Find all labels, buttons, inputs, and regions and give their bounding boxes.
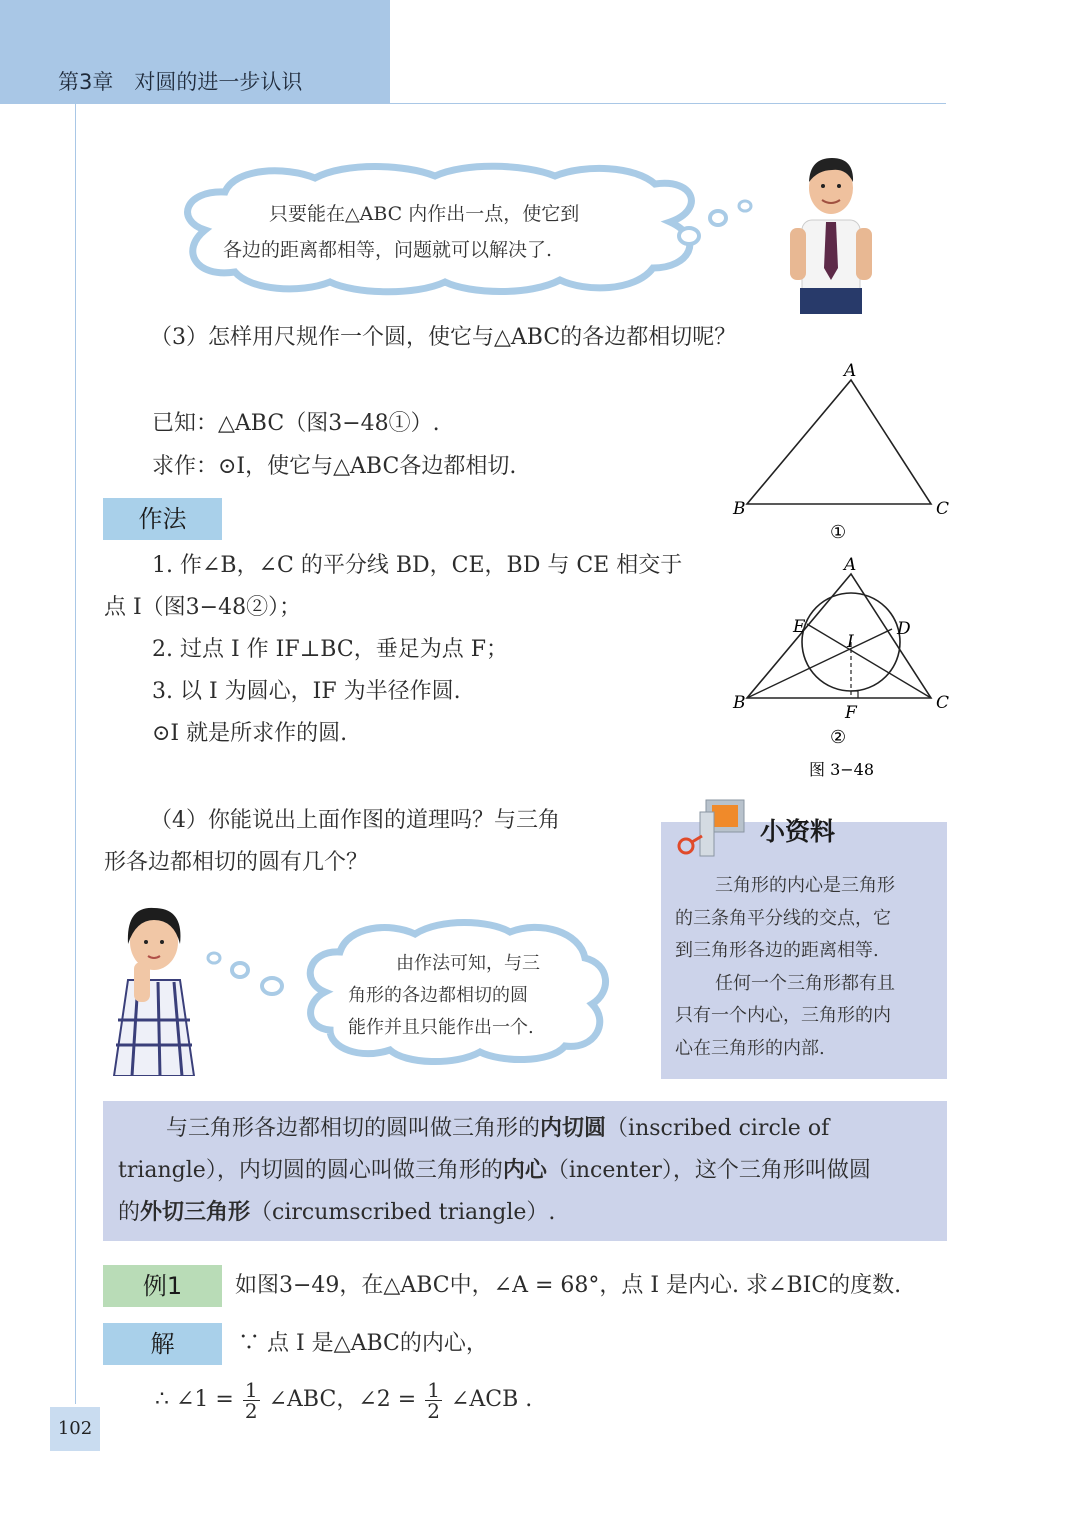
boy-illustration: [780, 148, 880, 318]
def-term-incircle: 内切圆: [540, 1116, 607, 1141]
solution-part-b: ∠ABC，∠2 =: [268, 1387, 417, 1412]
page-number: 102: [50, 1407, 100, 1451]
step-2: 2. 过点 I 作 IF⊥BC，垂足为点 F；: [152, 637, 508, 662]
fig2-label-a: A: [844, 555, 857, 575]
thought-girl-line-1: 由作法可知，与三: [396, 953, 540, 974]
thought-girl-line-2: 角形的各边都相切的圆: [348, 985, 528, 1006]
def-line3-pre: 的: [118, 1200, 141, 1225]
fig2-label-b: B: [733, 693, 746, 713]
question-3: （3）怎样用尺规作一个圆，使它与△ABC的各边都相切呢？: [150, 325, 737, 350]
solution-line-1: ∵ 点 I 是△ABC的内心，: [238, 1331, 488, 1356]
girl-illustration: [108, 900, 200, 1076]
note-title: 小资料: [760, 817, 836, 846]
note-body: [675, 870, 940, 1065]
fig2-label-e: E: [793, 617, 806, 637]
def-term-incenter: 内心: [502, 1158, 547, 1183]
thought-boy-line-2: 各边的距离都相等，问题就可以解决了.: [223, 239, 553, 261]
frac1-num: 1: [244, 1377, 258, 1402]
step-1-cont: 点 I（图3−48②）；: [104, 595, 302, 620]
construct-goal-text: 求作：⊙I，使它与△ABC各边都相切.: [152, 454, 517, 479]
fig1-caption: ①: [830, 522, 847, 543]
note-line-3: 到三角形各边的距离相等.: [675, 940, 879, 961]
thought-boy-text: [223, 196, 623, 268]
fig2-label-f: F: [845, 703, 857, 723]
computer-icon: [672, 796, 752, 862]
step-3: 3. 以 I 为圆心，IF 为半径作圆.: [152, 679, 461, 704]
fig2-label-i: I: [847, 632, 854, 652]
fraction-half-2: [425, 1377, 442, 1423]
solution-label: 解: [103, 1323, 222, 1365]
example-text: 如图3−49，在△ABC中，∠A = 68°，点 I 是内心. 求∠BIC的度数.: [235, 1273, 902, 1298]
fig1-label-b: B: [733, 499, 746, 519]
left-margin-rule: [75, 104, 76, 1404]
def-line1-pre: 与三角形各边都相切的圆叫做三角形的: [166, 1116, 541, 1141]
fig1-label-a: A: [844, 361, 857, 381]
definition-text: [118, 1108, 938, 1234]
frac2-den: 2: [427, 1398, 440, 1423]
solution-part-c: ∠ACB .: [450, 1387, 533, 1412]
def-line2-post: （incenter），这个三角形叫做圆: [546, 1158, 871, 1183]
header-rule: [390, 103, 946, 104]
note-line-5: 只有一个内心，三角形的内: [675, 1005, 891, 1026]
note-line-2: 的三条角平分线的交点，它: [675, 907, 891, 929]
fig2-label-d: D: [897, 619, 911, 639]
def-line3-post: （circumscribed triangle）.: [250, 1200, 556, 1225]
thought-boy-line-1: 只要能在△ABC 内作出一点，使它到: [269, 203, 580, 225]
conclusion: ⊙I 就是所求作的圆.: [152, 721, 348, 746]
method-label: 作法: [103, 498, 222, 540]
fig1-label-c: C: [936, 499, 950, 519]
frac1-den: 2: [244, 1398, 258, 1423]
note-line-4: 任何一个三角形都有且: [715, 972, 895, 994]
figure-3-48-2: [725, 552, 955, 792]
example-label: 例1: [103, 1265, 222, 1307]
note-line-6: 心在三角形的内部.: [675, 1037, 825, 1059]
frac2-num: 1: [427, 1377, 440, 1402]
thought-girl-text: [348, 948, 598, 1044]
def-term-circumscribed: 外切三角形: [140, 1200, 251, 1225]
thought-girl-line-3: 能作并且只能作出一个.: [348, 1017, 534, 1038]
def-line2-pre: triangle），内切圆的圆心叫做三角形的: [118, 1158, 503, 1183]
step-1: 1. 作∠B，∠C 的平分线 BD，CE，BD 与 CE 相交于: [152, 553, 683, 578]
solution-part-a: ∴ ∠1 =: [155, 1387, 234, 1412]
figure-3-48-1: [725, 358, 955, 548]
def-line1-post: （inscribed circle of: [606, 1116, 830, 1141]
known-text: 已知：△ABC（图3−48①）.: [152, 411, 440, 436]
figure-title: 图 3−48: [809, 760, 875, 779]
note-line-1: 三角形的内心是三角形: [715, 875, 895, 896]
chapter-title: 第3章 对圆的进一步认识: [58, 70, 303, 94]
fraction-half-1: [243, 1377, 260, 1423]
question-4-line-2: 形各边都相切的圆有几个？: [104, 850, 369, 875]
solution-line-2: [155, 1376, 532, 1424]
fig2-caption: ②: [830, 727, 847, 748]
question-4-line-1: （4）你能说出上面作图的道理吗？与三角: [150, 808, 560, 833]
fig2-label-c: C: [936, 693, 950, 713]
triangle-abc: [747, 380, 931, 504]
